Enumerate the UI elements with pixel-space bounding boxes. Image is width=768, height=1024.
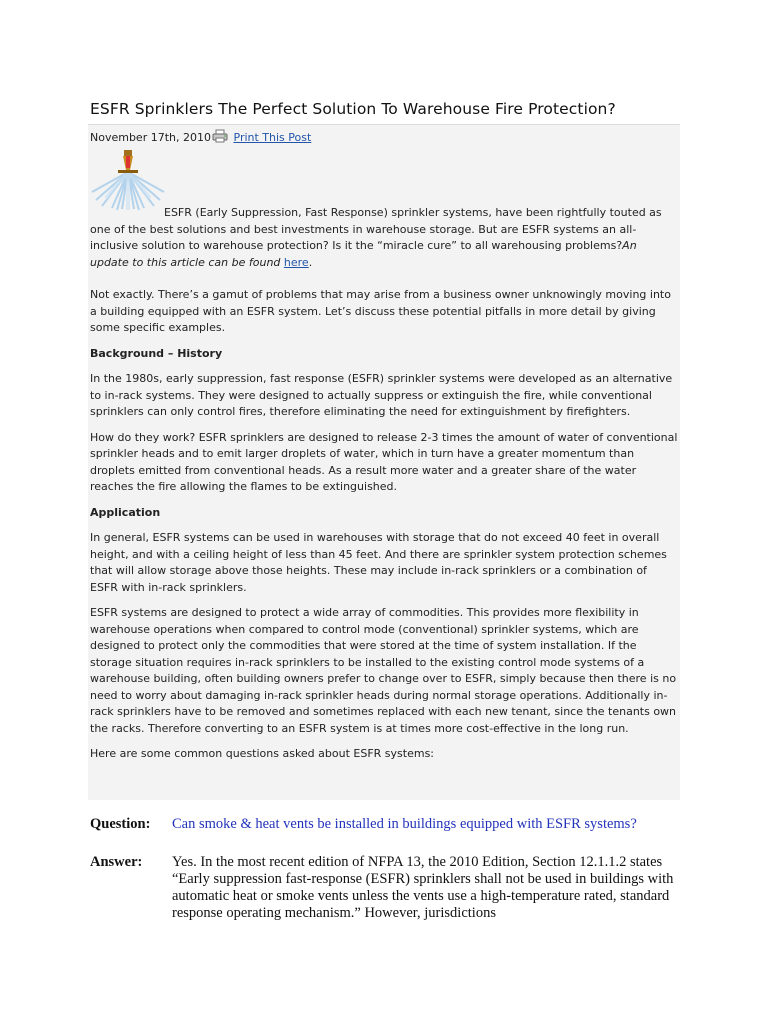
paragraph-general: In general, ESFR systems can be used in warehouses with storage that do not exceed 40 feet in overall height, and with a ceiling height of less than 45 feet. And there are sprinkler system protection schemes that will allow storage above those heights. These may include in-rack sprinklers or a combination of ESFR with in-rack sprinklers.: [90, 531, 667, 594]
post-date: November 17th, 2010: [90, 131, 211, 144]
update-here-link[interactable]: here: [283, 255, 309, 269]
answer-text: Yes. In the most recent edition of NFPA 13, the 2010 Edition, Section 12.1.1.2 states “Early suppression fast-response (ESFR) sprinklers shall not be used in buildings with automatic heat or smoke vents unless the vents use a high-temperature rated, standard response operating mechanism.” However, jurisdictions: [172, 854, 674, 921]
paragraph-1980s: In the 1980s, early suppression, fast response (ESFR) sprinkler systems were developed as an alternative to in-rack systems. They were designed to actually suppress or extinguish the fire, while conventional sprinklers can only control fires, therefore eliminating the need for extinguishment by firefighters.: [90, 372, 673, 418]
print-this-post-link[interactable]: Print This Post: [233, 131, 312, 144]
paragraph-not-exactly: Not exactly. There’s a gamut of problems that may arise from a business owner unknowingly moving into a building equipped with an ESFR system. Let’s discuss these potential pitfalls in more detail by giving some specific examples.: [90, 288, 671, 334]
question-text: Can smoke & heat vents be installed in buildings equipped with ESFR systems?: [172, 816, 637, 832]
intro-end: .: [308, 255, 313, 269]
article-body: [90, 205, 678, 772]
question-label: Question:: [90, 816, 151, 832]
paragraph-how-they-work: How do they work? ESFR sprinklers are designed to release 2-3 times the amount of water of conventional sprinkler heads and to emit larger droplets of water, which in turn have a greater momentum than droplets emitted from conventional heads. As a result more water and a greater share of the water reaches the fire allowing the flames to be extinguished.: [90, 430, 678, 493]
paragraph-questions: Here are some common questions asked about ESFR systems:: [90, 747, 435, 760]
answer-label: Answer:: [90, 854, 143, 870]
printer-icon[interactable]: [212, 129, 228, 146]
update-note: An update to this article can be found: [90, 239, 637, 269]
title-divider: [88, 124, 680, 125]
heading-background-history: Background – History: [90, 346, 223, 360]
intro-text: ESFR (Early Suppression, Fast Response) sprinkler systems, have been rightfully touted as one of the best solutions and best investments in warehouse storage. But are ESFR systems an all-inclusive solution to warehouse protection? Is it the “miracle cure” to all warehousing problems?: [90, 206, 662, 252]
article-title: ESFR Sprinklers The Perfect Solution To Warehouse Fire Protection?: [90, 100, 616, 118]
heading-application: Application: [90, 505, 161, 519]
sprinkler-head-image: [90, 148, 166, 210]
intro-paragraph: [90, 205, 678, 271]
paragraph-designed: ESFR systems are designed to protect a wide array of commodities. This provides more flexibility in warehouse operations when compared to control mode (conventional) sprinkler systems, which are designed to protect only the commodities that were stored at the time of system installation. If the storage situation requires in-rack sprinklers to be installed to the existing control mode systems of a warehouse building, often building owners prefer to change over to ESFR, simply because then there is no need to worry about damaging in-rack sprinkler heads during normal storage operations. Additionally in-rack sprinklers have to be removed and sometimes replaced with each new tenant, since the tenants own the racks. Therefore converting to an ESFR system is at times more cost-effective in the long run.: [90, 606, 677, 735]
post-meta: [90, 129, 311, 146]
